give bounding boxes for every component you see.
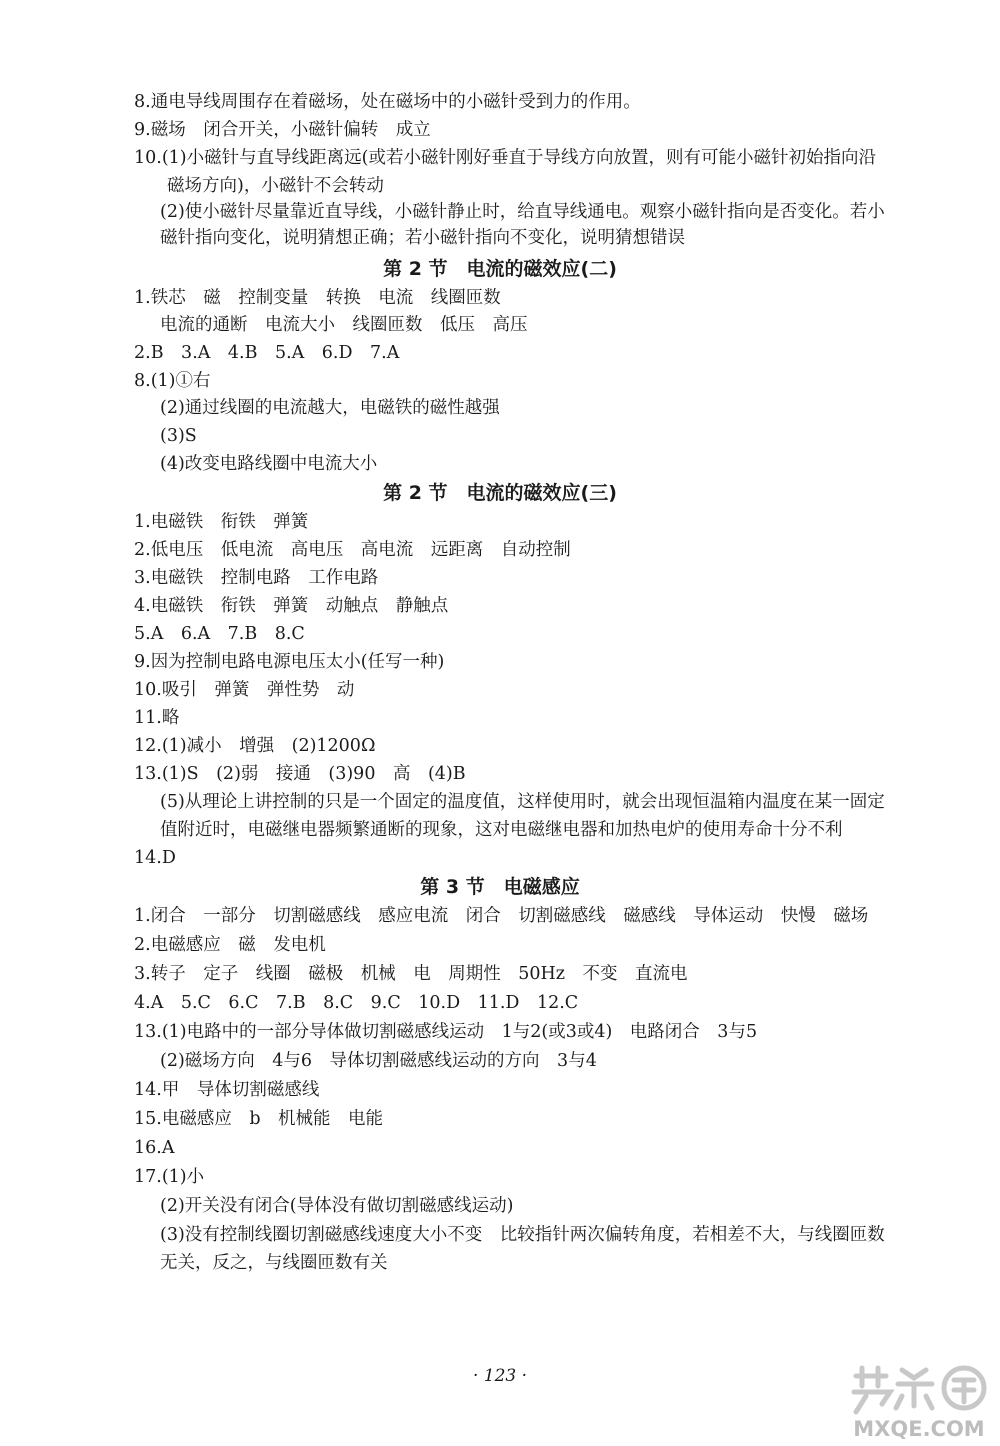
answer-text: (2)开关没有闭合(导体没有做切割磁感线运动) — [160, 1196, 514, 1216]
answer-text: (2)使小磁针尽量靠近直导线，小磁针静止时，给直导线通电。观察小磁针指向是否变化。若小 — [160, 202, 885, 222]
answer-text: 磁场方向)，小磁针不会转动 — [167, 176, 384, 196]
answer-text: 2.电磁感应 磁 发电机 — [134, 935, 326, 955]
answer-text: 1.电磁铁 衔铁 弹簧 — [134, 512, 309, 532]
watermark-text: MXQE.COM — [853, 1417, 985, 1441]
answer-text: 3.电磁铁 控制电路 工作电路 — [134, 568, 379, 588]
answer-text: 9.磁场 闭合开关，小磁针偏转 成立 — [134, 120, 431, 140]
answer-text: 电流的通断 电流大小 线圈匝数 低压 高压 — [160, 315, 528, 335]
answer-text: 值附近时，电磁继电器频繁通断的现象，这对电磁继电器和加热电炉的使用寿命十分不利 — [160, 820, 843, 840]
answer-text: 17.(1)小 — [134, 1167, 205, 1187]
answer-text: 4.A 5.C 6.C 7.B 8.C 9.C 10.D 11.D 12.C — [134, 993, 579, 1013]
answer-text: 8.(1)①右 — [134, 371, 211, 391]
answer-text: 1.铁芯 磁 控制变量 转换 电流 线圈匝数 — [134, 288, 501, 308]
answer-text: 4.电磁铁 衔铁 弹簧 动触点 静触点 — [134, 596, 449, 616]
answer-text: (3)没有控制线圈切割磁感线速度大小不变 比较指针两次偏转角度，若相差不大，与线圈匝数 — [160, 1225, 885, 1245]
watermark-logo — [848, 1362, 990, 1442]
answer-text: 9.因为控制电路电源电压太小(任写一种) — [134, 652, 445, 672]
section-heading: 第 3 节 电磁感应 — [420, 876, 580, 898]
section-heading: 第 2 节 电流的磁效应(三) — [383, 482, 617, 504]
answer-text: 16.A — [134, 1138, 175, 1158]
page-number: · 123 · — [472, 1366, 528, 1386]
answer-text: 无关，反之，与线圈匝数有关 — [160, 1253, 388, 1273]
answer-text: (2)通过线圈的电流越大，电磁铁的磁性越强 — [160, 398, 500, 418]
answer-text: (3)S — [160, 426, 197, 446]
answer-text: 1.闭合 一部分 切割磁感线 感应电流 闭合 切割磁感线 磁感线 导体运动 快慢 磁场 — [134, 906, 869, 926]
answer-text: (2)磁场方向 4与6 导体切割磁感线运动的方向 3与4 — [160, 1051, 597, 1071]
answer-text: 13.(1)电路中的一部分导体做切割磁感线运动 1与2(或3或4) 电路闭合 3与5 — [134, 1022, 758, 1042]
answer-text: 12.(1)减小 增强 (2)1200Ω — [134, 736, 376, 756]
answer-text: 10.(1)小磁针与直导线距离远(或若小磁针刚好垂直于导线方向放置，则有可能小磁针初始指向沿 — [134, 148, 876, 168]
answer-text: 2.B 3.A 4.B 5.A 6.D 7.A — [134, 343, 400, 363]
section-heading: 第 2 节 电流的磁效应(二) — [383, 258, 617, 280]
answer-text: 13.(1)S (2)弱 接通 (3)90 高 (4)B — [134, 764, 466, 784]
answer-text: 磁针指向变化，说明猜想正确；若小磁针指向不变化，说明猜想错误 — [160, 228, 685, 248]
answer-text: 3.转子 定子 线圈 磁极 机械 电 周期性 50Hz 不变 直流电 — [134, 964, 688, 984]
answer-text: 8.通电导线周围存在着磁场，处在磁场中的小磁针受到力的作用。 — [134, 92, 641, 112]
answer-text: 14.D — [134, 848, 176, 868]
answer-text: 10.吸引 弹簧 弹性势 动 — [134, 680, 355, 700]
answer-text: 11.略 — [134, 708, 180, 728]
answer-text: (5)从理论上讲控制的只是一个固定的温度值，这样使用时，就会出现恒温箱内温度在某一固定 — [160, 792, 885, 812]
answer-text: 15.电磁感应 b 机械能 电能 — [134, 1109, 384, 1129]
answer-text: 14.甲 导体切割磁感线 — [134, 1080, 320, 1100]
watermark-icon — [848, 1362, 990, 1442]
answer-text: (4)改变电路线圈中电流大小 — [160, 454, 378, 474]
answer-text: 2.低电压 低电流 高电压 高电流 远距离 自动控制 — [134, 540, 571, 560]
answer-text: 5.A 6.A 7.B 8.C — [134, 624, 305, 644]
